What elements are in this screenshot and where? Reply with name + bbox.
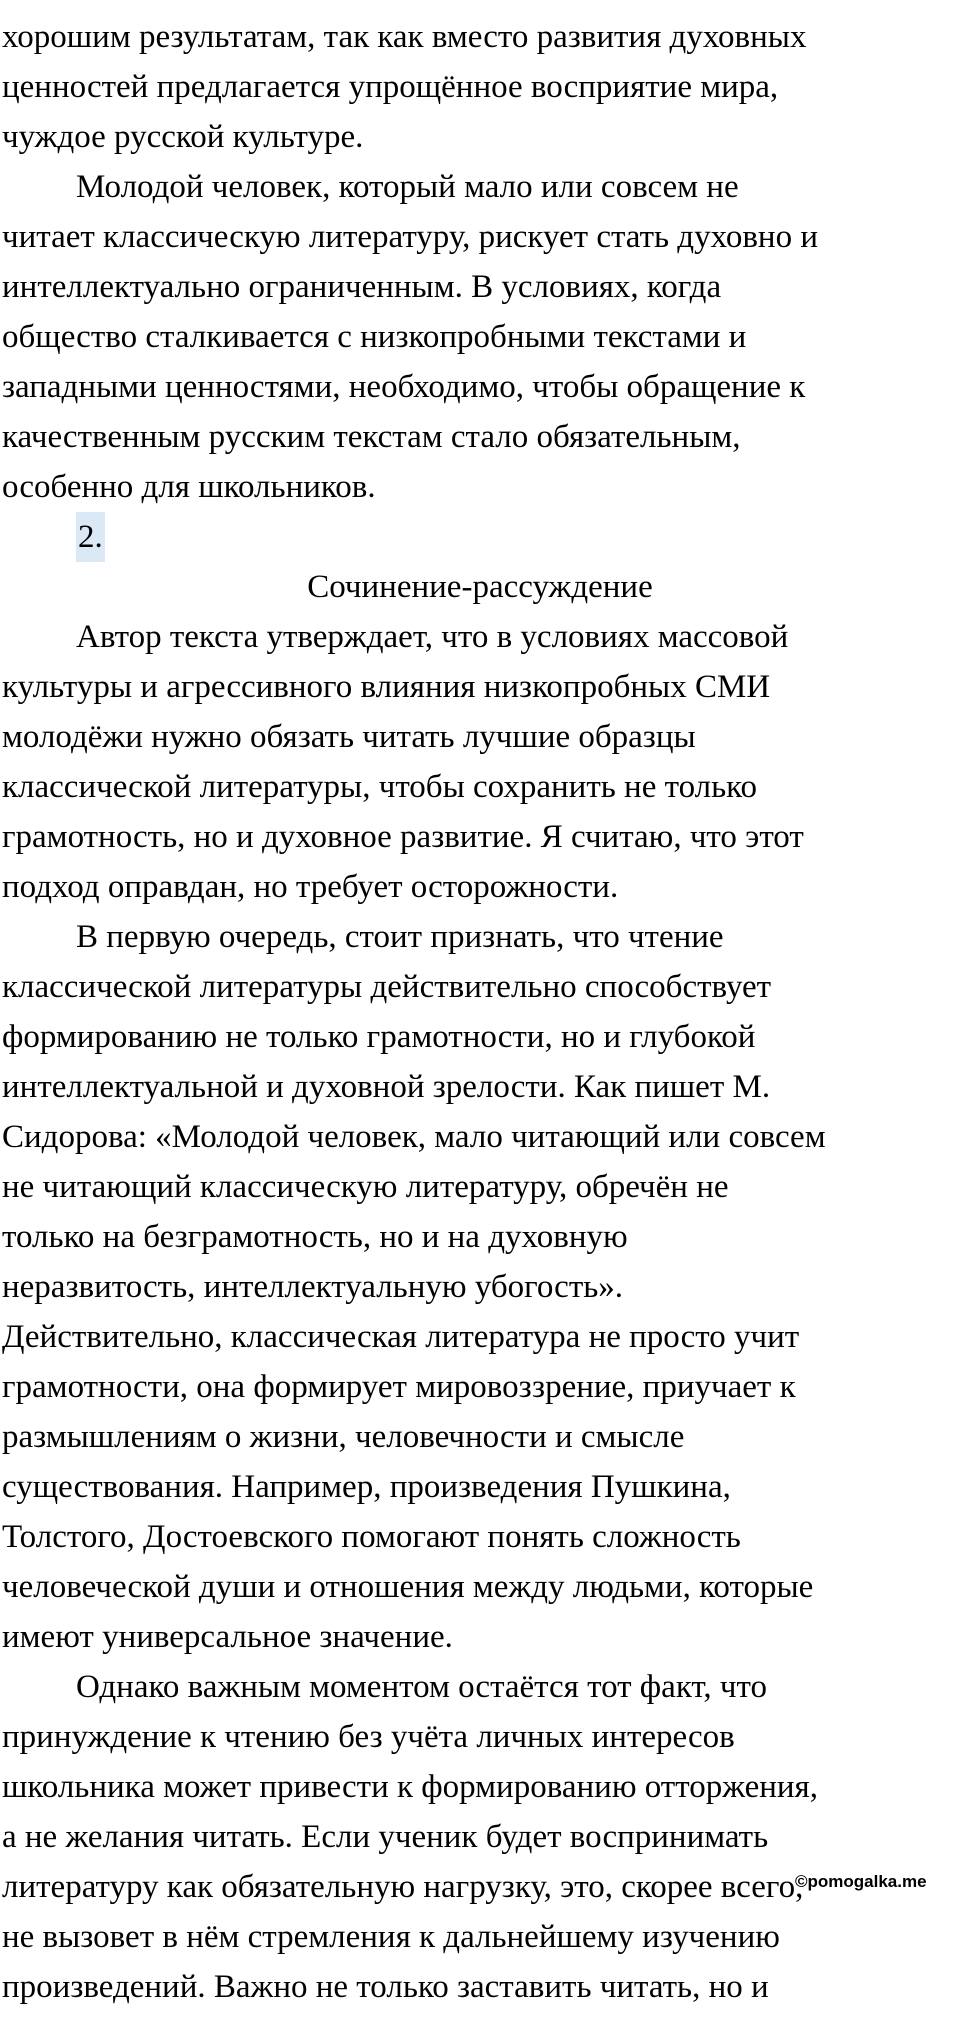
essay-text-line: культуры и агрессивного влияния низкопробных СМИ [2,669,771,705]
essay-text-line: имеют универсальное значение. [2,1619,453,1655]
essay-text-line: школьника может привести к формированию отторжения, [2,1769,818,1805]
text-line: Молодой человек, который мало или совсем не [76,169,739,205]
essay-text-line: не вызовет в нём стремления к дальнейшему изучению [2,1919,780,1955]
essay-text-line: грамотности, она формирует мировоззрение, приучает к [2,1369,796,1405]
essay-text-line: а не желания читать. Если ученик будет воспринимать [2,1819,769,1855]
essay-text-line: произведений. Важно не только заставить читать, но и [2,1969,769,2005]
essay-text-line: литературу как обязательную нагрузку, это, скорее всего, [2,1869,804,1905]
essay-text-line: классической литературы, чтобы сохранить не только [2,769,758,805]
essay-text-line: существования. Например, произведения Пушкина, [2,1469,731,1505]
essay-text-line: размышлениям о жизни, человечности и смысле [2,1419,685,1455]
essay-text-line: человеческой души и отношения между людьми, которые [2,1569,814,1605]
watermark: ©pomogalka.me [795,1872,927,1891]
text-line: общество сталкивается с низкопробными текстами и [2,319,747,355]
essay-text-line: Однако важным моментом остаётся тот факт, что [76,1669,767,1705]
text-line: хорошим результатам, так как вместо развития духовных [2,19,807,55]
essay-text-line: молодёжи нужно обязать читать лучшие образцы [2,719,696,755]
essay-text-line: грамотность, но и духовное развитие. Я считаю, что этот [2,819,804,855]
essay-text-line: В первую очередь, стоит признать, что чтение [76,919,724,955]
essay-text-line: классической литературы действительно способствует [2,969,772,1005]
essay-text-line: интеллектуальной и духовной зрелости. Как пишет М. [2,1069,771,1105]
text-line: читает классическую литературу, рискует стать духовно и [2,219,818,255]
text-line: чуждое русской культуре. [2,119,364,155]
text-line: особенно для школьников. [2,469,376,505]
essay-text-line: Сидорова: «Молодой человек, мало читающий или совсем [2,1119,826,1155]
essay-text-line: только на безграмотность, но и на духовную [2,1219,628,1255]
essay-text-line: подход оправдан, но требует осторожности. [2,869,619,905]
text-line: западными ценностями, необходимо, чтобы обращение к [2,369,806,405]
essay-text-line: Толстого, Достоевского помогают понять сложность [2,1519,741,1555]
essay-text-line: неразвитость, интеллектуальную убогость». [2,1269,624,1305]
essay-text-line: Действительно, классическая литература не просто учит [2,1319,800,1355]
essay-text-line: принуждение к чтению без учёта личных интересов [2,1719,735,1755]
essay-text-line: не читающий классическую литературу, обречён не [2,1169,729,1205]
text-line: интеллектуально ограниченным. В условиях, когда [2,269,722,305]
essay-text-line: формированию не только грамотности, но и глубокой [2,1019,756,1055]
text-line: качественным русским текстам стало обязательным, [2,419,741,455]
text-line: ценностей предлагается упрощённое восприятие мира, [2,69,779,105]
section-number: 2. [76,512,105,562]
essay-text-line: Автор текста утверждает, что в условиях массовой [76,619,789,655]
essay-heading: Сочинение-рассуждение [307,569,653,605]
